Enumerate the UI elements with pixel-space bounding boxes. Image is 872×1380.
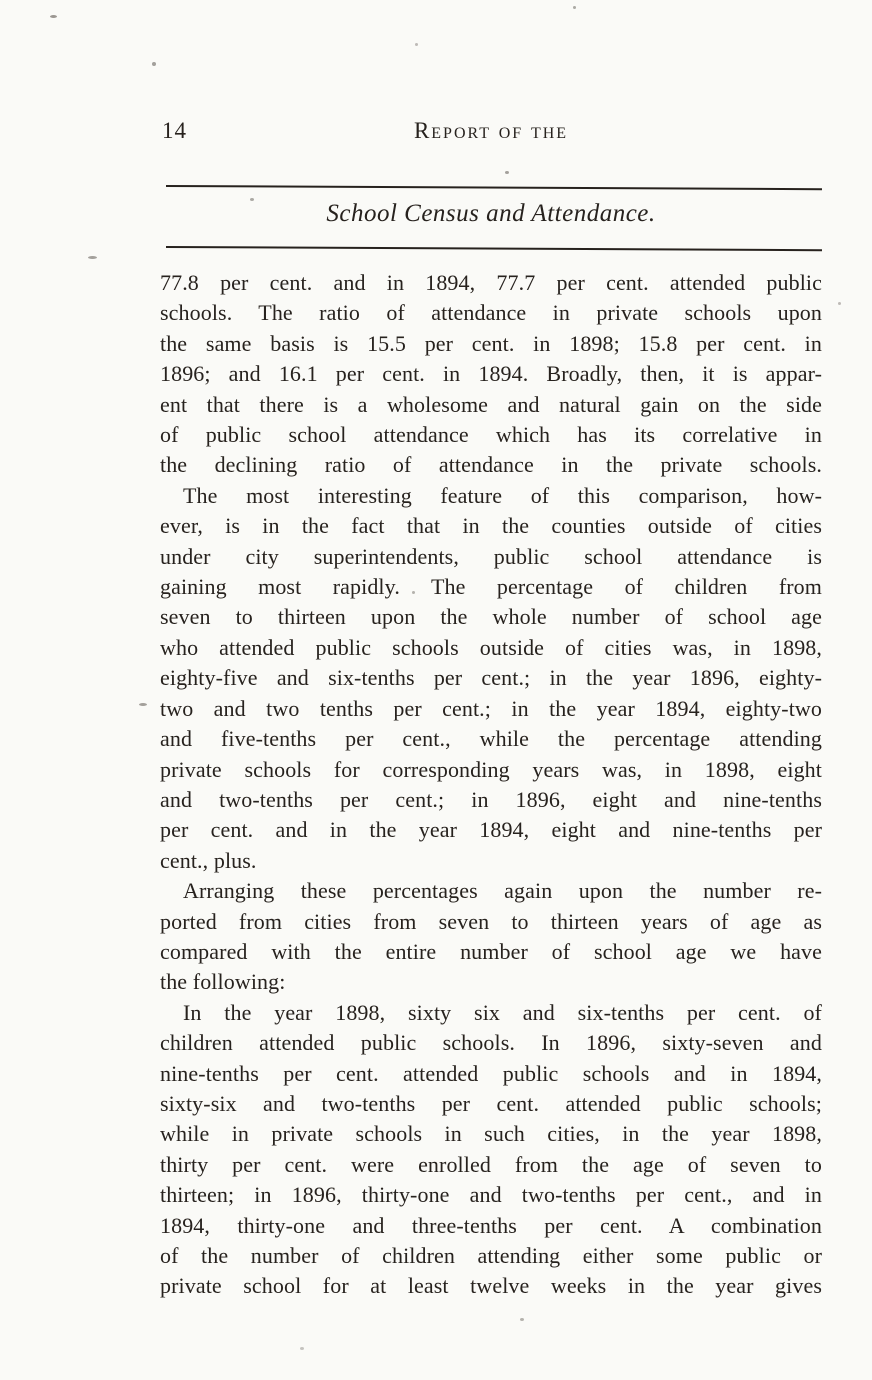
paragraph bbox=[160, 268, 822, 481]
text-line: eighty-five and six-tenths per cent.; in the year 1896, eighty- bbox=[160, 665, 822, 691]
paragraph bbox=[160, 481, 822, 876]
text-line: seven to thirteen upon the whole number of school age bbox=[160, 604, 822, 630]
text-line: ent that there is a wholesome and natural gain on the side bbox=[160, 391, 822, 417]
paragraph bbox=[160, 998, 822, 1302]
text-line: the same basis is 15.5 per cent. in 1898; 15.8 per cent. in bbox=[160, 330, 822, 356]
divider-rule-bottom bbox=[166, 246, 822, 251]
text-line: 77.8 per cent. and in 1894, 77.7 per cent. attended public bbox=[160, 270, 822, 295]
text-line: nine-tenths per cent. attended public schools and in 1894, bbox=[160, 1060, 822, 1086]
scan-speck bbox=[415, 43, 418, 46]
text-line: children attended public schools. In 1896, sixty-seven and bbox=[160, 1030, 822, 1056]
scan-speck bbox=[520, 1318, 524, 1321]
scan-speck bbox=[412, 591, 415, 594]
text-line: private school for at least twelve weeks in the year gives bbox=[160, 1273, 822, 1299]
text-line: and two-tenths per cent.; in 1896, eight and nine-tenths bbox=[160, 786, 822, 812]
text-line: The most interesting feature of this comparison, how- bbox=[183, 482, 822, 508]
section-title: School Census and Attendance. bbox=[326, 200, 656, 227]
text-line: private schools for corresponding years was, in 1898, eight bbox=[160, 756, 822, 782]
scan-speck bbox=[573, 6, 576, 9]
text-line: the following: bbox=[160, 969, 286, 995]
scan-speck bbox=[139, 703, 147, 706]
scan-speck bbox=[505, 171, 509, 174]
text-line: thirty per cent. were enrolled from the age of seven to bbox=[160, 1151, 822, 1177]
scan-speck bbox=[250, 198, 254, 201]
text-line: ported from cities from seven to thirteen years of age as bbox=[160, 908, 822, 934]
text-line: 1896; and 16.1 per cent. in 1894. Broadly, then, it is appar- bbox=[160, 361, 822, 387]
body-text bbox=[160, 268, 822, 1302]
text-line: sixty-six and two-tenths per cent. attended public schools; bbox=[160, 1090, 822, 1116]
page-number: 14 bbox=[162, 118, 187, 143]
scan-speck bbox=[300, 1347, 304, 1350]
text-line: two and two tenths per cent.; in the year 1894, eighty-two bbox=[160, 695, 822, 721]
scan-speck bbox=[88, 256, 97, 259]
divider-rule-top bbox=[166, 185, 822, 190]
text-line: who attended public schools outside of cities was, in 1898, bbox=[160, 634, 822, 660]
text-line: ever, is in the fact that in the counties outside of cities bbox=[160, 513, 822, 539]
text-line: and five-tenths per cent., while the percentage attending bbox=[160, 726, 822, 752]
scan-speck bbox=[50, 15, 57, 18]
text-line: Arranging these percentages again upon the number re- bbox=[183, 878, 822, 904]
text-line: In the year 1898, sixty six and six-tenths per cent. of bbox=[183, 999, 822, 1025]
text-line: while in private schools in such cities, in the year 1898, bbox=[160, 1121, 822, 1147]
text-line: under city superintendents, public school attendance is bbox=[160, 543, 822, 569]
running-header: Report of the bbox=[413, 118, 569, 143]
text-line: per cent. and in the year 1894, eight and nine-tenths per bbox=[160, 817, 822, 843]
text-line: cent., plus. bbox=[160, 847, 257, 873]
paragraph bbox=[160, 876, 822, 998]
scan-speck bbox=[152, 62, 156, 66]
text-line: thirteen; in 1896, thirty-one and two-tenths per cent., and in bbox=[160, 1182, 822, 1208]
text-line: the declining ratio of attendance in the private schools. bbox=[160, 452, 822, 478]
text-line: of public school attendance which has its correlative in bbox=[160, 422, 822, 448]
text-line: schools. The ratio of attendance in private schools upon bbox=[160, 300, 822, 326]
running-header-row bbox=[160, 118, 822, 148]
text-line: of the number of children attending either some public or bbox=[160, 1243, 822, 1268]
text-line: 1894, thirty-one and three-tenths per cent. A combination bbox=[160, 1212, 822, 1238]
text-line: gaining most rapidly. The percentage of children from bbox=[160, 574, 822, 600]
text-line: compared with the entire number of school age we have bbox=[160, 938, 822, 964]
scan-speck bbox=[838, 302, 841, 305]
